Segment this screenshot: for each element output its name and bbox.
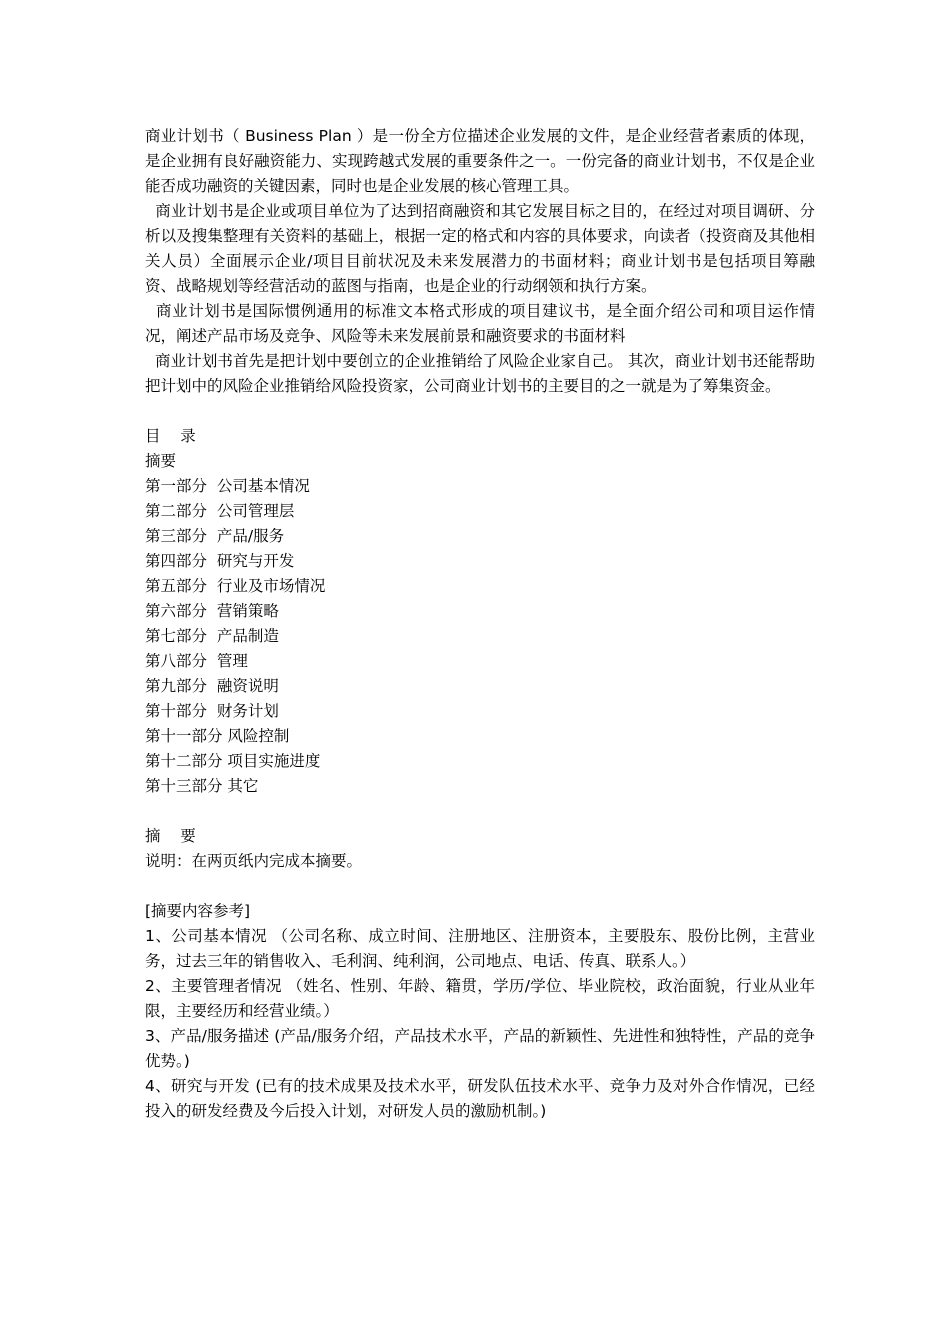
toc-item: 第十二部分 项目实施进度 xyxy=(145,752,321,770)
intro-paragraph-1: 商业计划书（ Business Plan ）是一份全方位描述企业发展的文件，是企业经营者素质的体现，是企业拥有良好融资能力、实现跨越式发展的重要条件之一。一份完备的商业计划书，不仅是企业能否成功融资的关键因素，同时也是企业发展的核心管理工具。 xyxy=(145,127,815,195)
intro-paragraph-2: 商业计划书是企业或项目单位为了达到招商融资和其它发展目标之目的，在经过对项目调研、分析以及搜集整理有关资料的基础上，根据一定的格式和内容的具体要求，向读者（投资商及其他相关人员）全面展示企业/项目目前状况及未来发展潜力的书面材料；商业计划书是包括项目筹融资、战略规划等经营活动的蓝图与指南，也是企业的行动纲领和执行方案。 xyxy=(145,202,815,295)
summary-item-management: 2、主要管理者情况 （姓名、性别、年龄、籍贯，学历/学位、毕业院校，政治面貌，行业从业年限，主要经历和经营业绩。） xyxy=(145,977,815,1020)
toc-item: 摘要 xyxy=(145,452,177,470)
toc-item: 第四部分 研究与开发 xyxy=(145,552,295,570)
toc-item: 第十三部分 其它 xyxy=(145,777,259,795)
intro-paragraph-3: 商业计划书是国际惯例通用的标准文本格式形成的项目建议书，是全面介绍公司和项目运作情况，阐述产品市场及竞争、风险等未来发展前景和融资要求的书面材料 xyxy=(145,302,815,345)
toc-item: 第七部分 产品制造 xyxy=(145,627,279,645)
toc-item: 第十一部分 风险控制 xyxy=(145,727,290,745)
document-page xyxy=(145,124,815,1124)
spacer xyxy=(145,399,815,424)
summary-reference-heading: [摘要内容参考] xyxy=(145,902,251,920)
summary-note: 说明：在两页纸内完成本摘要。 xyxy=(145,852,363,870)
toc-item: 第十部分 财务计划 xyxy=(145,702,279,720)
toc-item: 第三部分 产品/服务 xyxy=(145,527,285,545)
summary-item-product: 3、产品/服务描述 (产品/服务介绍，产品技术水平，产品的新颖性、先进性和独特性，产品的竞争优势。) xyxy=(145,1027,815,1070)
toc-item: 第二部分 公司管理层 xyxy=(145,502,295,520)
toc-heading: 目 录 xyxy=(145,427,196,445)
spacer xyxy=(145,874,815,899)
summary-heading: 摘 要 xyxy=(145,827,196,845)
spacer xyxy=(145,799,815,824)
intro-paragraph-4: 商业计划书首先是把计划中要创立的企业推销给了风险企业家自己。 其次，商业计划书还能帮助把计划中的风险企业推销给风险投资家，公司商业计划书的主要目的之一就是为了筹集资金。 xyxy=(145,352,815,395)
summary-item-research: 4、研究与开发 (已有的技术成果及技术水平，研发队伍技术水平、竞争力及对外合作情况，已经投入的研发经费及今后投入计划，对研发人员的激励机制。) xyxy=(145,1077,815,1120)
toc-item: 第六部分 营销策略 xyxy=(145,602,279,620)
toc-item: 第八部分 管理 xyxy=(145,652,248,670)
summary-item-company: 1、公司基本情况 （公司名称、成立时间、注册地区、注册资本，主要股东、股份比例，主营业务，过去三年的销售收入、毛利润、纯利润，公司地点、电话、传真、联系人。） xyxy=(145,927,815,970)
toc-item: 第九部分 融资说明 xyxy=(145,677,279,695)
toc-item: 第一部分 公司基本情况 xyxy=(145,477,310,495)
toc-item: 第五部分 行业及市场情况 xyxy=(145,577,326,595)
